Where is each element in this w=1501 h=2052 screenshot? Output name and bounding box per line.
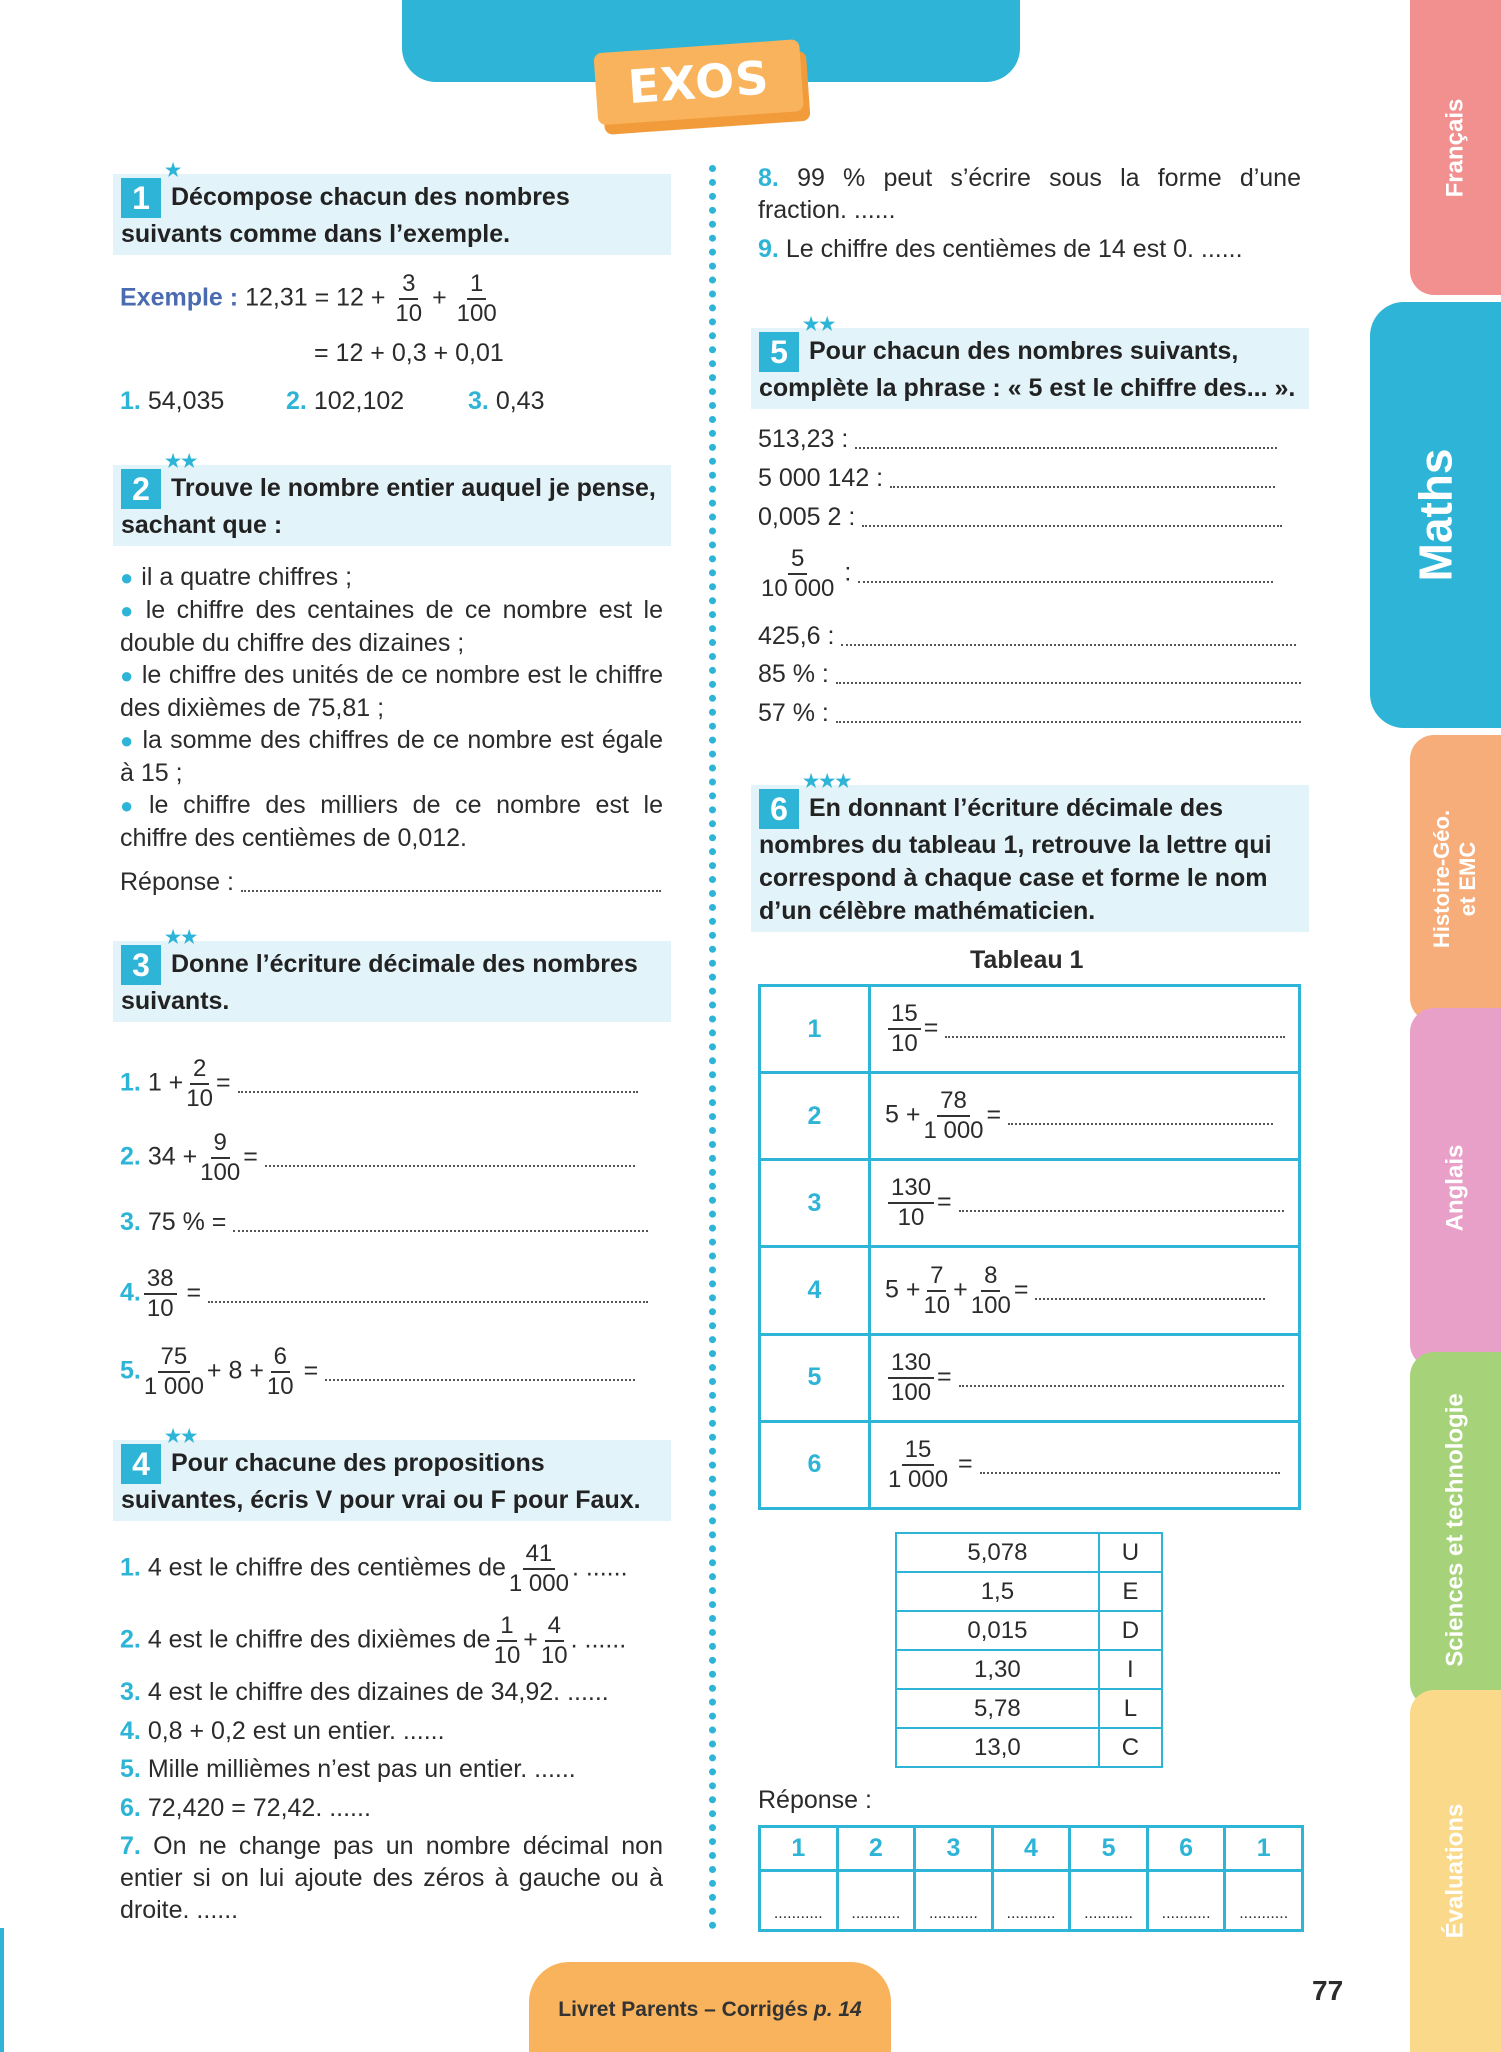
answer-line[interactable]: [959, 1369, 1284, 1387]
table-row: 1 2 3 4 5 6 1: [760, 1827, 1303, 1871]
answer-cell[interactable]: ...........: [915, 1871, 993, 1931]
table-row: 0,015 D: [896, 1611, 1162, 1650]
footer-tab: [529, 1962, 891, 2052]
answer-cell[interactable]: ...........: [837, 1871, 915, 1931]
footer-text: Livret Parents – Corrigés: [558, 1998, 809, 2021]
ex1-header: [113, 160, 671, 255]
answer-line[interactable]: [208, 1285, 648, 1303]
ex1-item-1: 1. 54,035: [120, 387, 225, 415]
ex4-item-2: 2. 4 est le chiffre des dixièmes de $\frac{1}{10}$ + $\frac{4}{10}$ . ......: [120, 1612, 627, 1669]
table-1: [758, 984, 1301, 1510]
ex5-line-7: 57 % :: [758, 697, 1301, 729]
footer-page-ref: p. 14: [813, 1998, 862, 2021]
answer-cell[interactable]: ...........: [1070, 1871, 1148, 1931]
column-divider: [709, 165, 716, 1930]
ex5-header: [751, 314, 1309, 409]
ex4-number: 4: [121, 1444, 161, 1484]
list-item: ● le chiffre des milliers de ce nombre est le chiffre des centièmes de 0,012.: [120, 791, 663, 852]
ex2-title: Trouve le nombre entier auquel je pense, sachant que :: [121, 474, 656, 539]
answer-line[interactable]: [233, 1214, 648, 1232]
list-item: ● la somme des chiffres de ce nombre est égale à 15 ;: [120, 726, 663, 787]
ex5-line-6: 85 % :: [758, 658, 1301, 690]
ex2-number: 2: [121, 469, 161, 509]
table-row: 6 $\frac{15}{1 000}$ =: [760, 1421, 1300, 1508]
ex5-line-4: $\frac{5}{10 000}$ :: [758, 545, 1273, 603]
answer-line[interactable]: [858, 565, 1273, 583]
exos-badge: [593, 39, 810, 136]
ex3-item-1: 1. 1 + $\frac{2}{10}$ =: [120, 1055, 638, 1113]
tab-evaluations[interactable]: Évaluations: [1410, 1690, 1501, 2052]
ex5-line-3: 0,005 2 :: [758, 501, 1282, 533]
tab-anglais[interactable]: Anglais: [1410, 1008, 1501, 1368]
ex2-bullet-list: [120, 561, 663, 854]
ex1-stars: ★: [165, 160, 182, 180]
ex5-title: Pour chacun des nombres suivants, complète la phrase : « 5 est le chiffre des... ».: [759, 337, 1296, 402]
tab-francais[interactable]: Français: [1410, 0, 1501, 295]
table-row: 1,5 E: [896, 1572, 1162, 1611]
ex4-header: [113, 1426, 671, 1521]
answer-line[interactable]: [325, 1363, 635, 1381]
ex6-number: 6: [759, 789, 799, 829]
exos-label: EXOS: [593, 39, 804, 125]
ex4-stars: ★★: [165, 1426, 198, 1446]
fraction: $\frac{1}{100}$: [456, 270, 497, 327]
tab-histoire-geo[interactable]: Histoire-Géo. et EMC: [1410, 735, 1501, 1022]
page-number: 77: [1312, 1975, 1344, 2006]
answer-line[interactable]: [836, 705, 1301, 723]
list-item: ● le chiffre des unités de ce nombre est le chiffre des dixièmes de 75,81 ;: [120, 661, 663, 722]
ex4-item-7: 7. On ne change pas un nombre décimal non entier si on lui ajoute des zéros à gauche ou à droite. ......: [120, 1832, 663, 1924]
ex4-title: Pour chacune des propositions suivantes, écris V pour vrai ou F pour Faux.: [121, 1449, 641, 1514]
ex2-stars: ★★: [165, 451, 198, 471]
ex3-header: [113, 927, 671, 1022]
answer-line[interactable]: [855, 431, 1277, 449]
ex3-item-2: 2. 34 + $\frac{9}{100}$ =: [120, 1129, 635, 1187]
ex3-item-3: 3. 75 % =: [120, 1206, 648, 1238]
answer-line[interactable]: [265, 1149, 635, 1167]
ex4-item-6: 6. 72,420 = 72,42. ......: [120, 1794, 371, 1822]
answer-line[interactable]: [238, 1075, 638, 1093]
table1-title: Tableau 1: [970, 946, 1084, 974]
answer-cell[interactable]: ...........: [1147, 1871, 1225, 1931]
ex5-line-1: 513,23 :: [758, 423, 1277, 455]
answer-line[interactable]: [945, 1020, 1285, 1038]
table-row: 4 5 + $\frac{7}{10}$ + $\frac{8}{100}$ =: [760, 1247, 1300, 1334]
answer-cell[interactable]: ...........: [1225, 1871, 1303, 1931]
tab-sciences[interactable]: Sciences et technologie: [1410, 1352, 1501, 1707]
fraction: $\frac{3}{10}$: [395, 270, 423, 327]
list-item: ● il a quatre chiffres ;: [120, 563, 353, 591]
ex3-stars: ★★: [165, 927, 198, 947]
answer-line[interactable]: [862, 509, 1282, 527]
answer-line[interactable]: [241, 874, 661, 892]
ex5-line-2: 5 000 142 :: [758, 462, 1275, 494]
ex3-item-4: 4. $\frac{38}{10}$ =: [120, 1265, 648, 1323]
answer-line[interactable]: [959, 1194, 1284, 1212]
table-row: 1,30 I: [896, 1650, 1162, 1689]
table-row: 3 $\frac{130}{10}$ =: [760, 1160, 1300, 1247]
ex2-header: [113, 451, 671, 546]
ex4-item-3: 3. 4 est le chiffre des dizaines de 34,92. ......: [120, 1678, 609, 1706]
ex1-number: 1: [121, 178, 161, 218]
ex6-answer-label: Réponse :: [758, 1786, 872, 1814]
ex4-item-8: 8. 99 % peut s’écrire sous la forme d’une fraction. ......: [758, 164, 1301, 224]
answer-line[interactable]: [1035, 1282, 1265, 1300]
ex1-title: Décompose chacun des nombres suivants comme dans l’exemple.: [121, 183, 570, 248]
ex6-header: [751, 771, 1309, 932]
list-item: ● le chiffre des centaines de ce nombre est le double du chiffre des dizaines ;: [120, 596, 663, 657]
answer-line[interactable]: [841, 628, 1296, 646]
answer-grid: [758, 1825, 1304, 1932]
ex3-number: 3: [121, 945, 161, 985]
table-row: [760, 1871, 1303, 1931]
left-edge-marker: [0, 1928, 4, 2052]
table-row: 5,078 U: [896, 1533, 1162, 1572]
ex5-line-5: 425,6 :: [758, 620, 1296, 652]
ex4-item-4: 4. 0,8 + 0,2 est un entier. ......: [120, 1717, 445, 1745]
ex1-item-2: 2. 102,102: [286, 387, 405, 415]
ex1-example-line2: = 12 + 0,3 + 0,01: [314, 339, 504, 367]
ex5-number: 5: [759, 332, 799, 372]
ex3-item-5: 5. $\frac{75}{1 000}$ + 8 + $\frac{6}{10}$ =: [120, 1343, 635, 1401]
table-row: 5 $\frac{130}{100}$ =: [760, 1334, 1300, 1421]
answer-line[interactable]: [980, 1456, 1280, 1474]
ex3-title: Donne l’écriture décimale des nombres suivants.: [121, 950, 638, 1015]
table-row: 13,0 C: [896, 1728, 1162, 1767]
answer-cell[interactable]: ...........: [760, 1871, 838, 1931]
tab-maths[interactable]: Maths: [1370, 302, 1501, 728]
answer-line[interactable]: [1008, 1107, 1273, 1125]
table-row: 2 5 + $\frac{78}{1 000}$ =: [760, 1073, 1300, 1160]
table-row: 5,78 L: [896, 1689, 1162, 1728]
answer-line[interactable]: [836, 666, 1301, 684]
ex6-stars: ★★★: [803, 771, 852, 791]
ex4-item-9: 9. Le chiffre des centièmes de 14 est 0. ......: [758, 235, 1243, 263]
table-row: 1 $\frac{15}{10}$ =: [760, 986, 1300, 1073]
ex2-answer: Réponse :: [120, 866, 661, 898]
ex1-item-3: 3. 0,43: [468, 387, 545, 415]
ex5-stars: ★★: [803, 314, 836, 334]
ex4-item-5: 5. Mille millièmes n’est pas un entier. ......: [120, 1755, 576, 1783]
letter-table: [895, 1532, 1163, 1768]
ex6-title: En donnant l’écriture décimale des nombres du tableau 1, retrouve la lettre qui correspond à chaque case et forme le nom d’un célèbre mathématicien.: [759, 794, 1272, 925]
ex4-item-1: 1. 4 est le chiffre des centièmes de $\frac{41}{1 000}$ . ......: [120, 1540, 628, 1597]
answer-line[interactable]: [890, 470, 1275, 488]
answer-cell[interactable]: ...........: [992, 1871, 1070, 1931]
ex1-example: Exemple : 12,31 = 12 + $\frac{3}{10}$ + $\frac{1}{100}$: [120, 270, 497, 327]
